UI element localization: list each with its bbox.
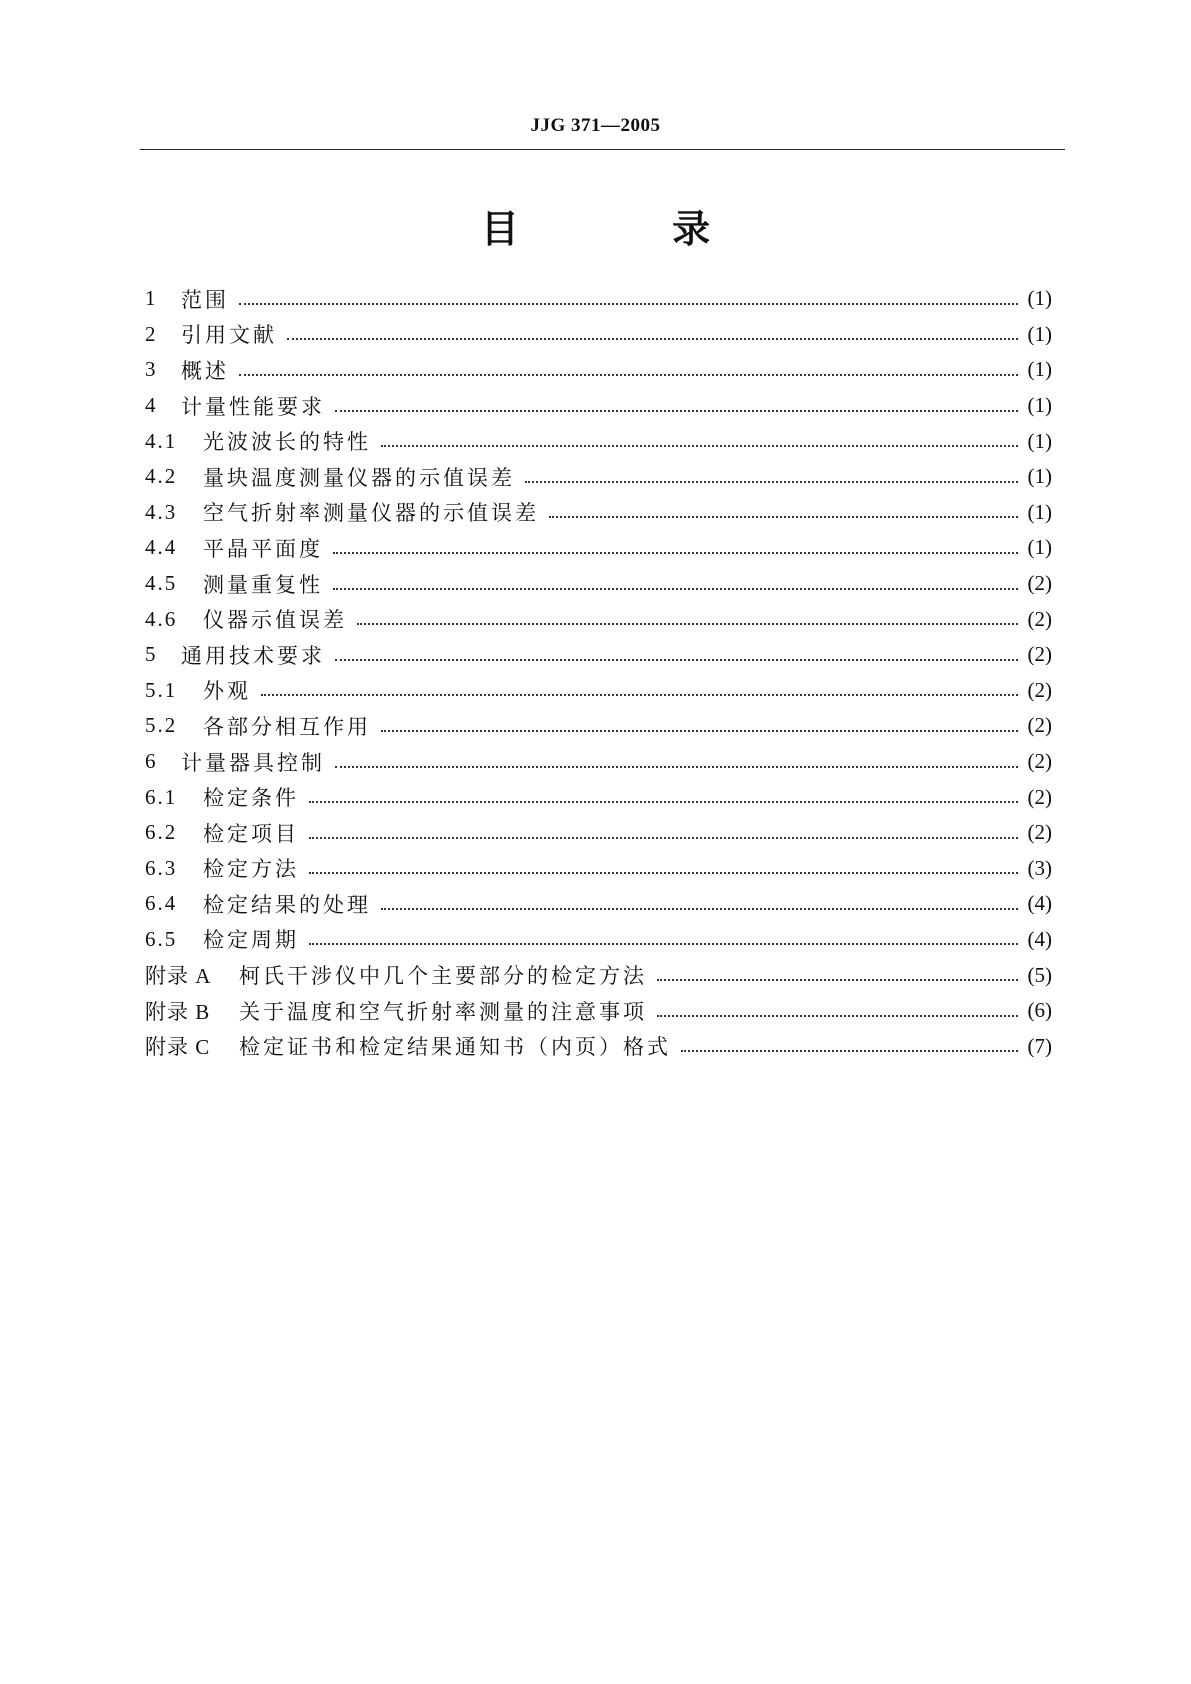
dot-leader: [333, 588, 1018, 590]
toc-entry[interactable]: [145, 957, 1052, 993]
toc-entry-page: (2): [1027, 677, 1052, 702]
toc-entry[interactable]: [145, 530, 1052, 566]
toc-entry[interactable]: [145, 637, 1052, 673]
toc-entry[interactable]: [145, 566, 1052, 602]
dot-leader: [549, 516, 1018, 518]
toc-entry-number: 4.1: [145, 428, 178, 453]
table-of-contents: [145, 281, 1052, 1064]
toc-entry-title: 量块温度测量仪器的示值误差: [203, 465, 515, 490]
toc-entry-number: 6.2: [145, 820, 178, 845]
toc-entry-title: 各部分相互作用: [203, 714, 371, 739]
toc-entry-page: (1): [1027, 286, 1052, 311]
toc-entry-page: (1): [1027, 321, 1052, 346]
toc-entry-number: 6.1: [145, 784, 178, 809]
dot-leader: [309, 943, 1018, 945]
toc-entry-page: (1): [1027, 464, 1052, 489]
dot-leader: [681, 1050, 1018, 1052]
page-title: 目 录: [480, 207, 781, 251]
toc-entry[interactable]: [145, 886, 1052, 922]
toc-entry-number: 4: [145, 393, 158, 418]
toc-entry-number: 4.6: [145, 606, 178, 631]
toc-entry[interactable]: [145, 601, 1052, 637]
toc-entry-number: 6.4: [145, 891, 178, 916]
dot-leader: [287, 338, 1018, 340]
toc-entry-title: 外观: [203, 679, 251, 704]
toc-entry-number: 4.5: [145, 571, 178, 596]
dot-leader: [239, 374, 1018, 376]
toc-entry-page: (2): [1027, 749, 1052, 774]
toc-entry-title: 光波波长的特性: [203, 430, 371, 455]
toc-entry-page: (7): [1027, 1033, 1052, 1058]
toc-entry[interactable]: [145, 388, 1052, 424]
toc-entry-title: 检定证书和检定结果通知书（内页）格式: [239, 1035, 671, 1060]
toc-entry-title: 检定方法: [203, 857, 299, 882]
toc-entry[interactable]: [145, 708, 1052, 744]
toc-entry-title: 检定周期: [203, 928, 299, 953]
toc-entry[interactable]: [145, 779, 1052, 815]
toc-entry-title: 引用文献: [181, 323, 277, 348]
toc-entry-page: (5): [1027, 962, 1052, 987]
toc-entry-title: 通用技术要求: [181, 643, 325, 668]
toc-entry-title: 仪器示值误差: [203, 608, 347, 633]
toc-entry-title: 空气折射率测量仪器的示值误差: [203, 501, 539, 526]
dot-leader: [335, 410, 1018, 412]
toc-entry-page: (1): [1027, 499, 1052, 524]
header-divider: [140, 149, 1065, 150]
toc-entry-number: 3: [145, 357, 158, 382]
dot-leader: [657, 979, 1018, 981]
toc-entry[interactable]: [145, 459, 1052, 495]
toc-entry[interactable]: [145, 423, 1052, 459]
dot-leader: [333, 552, 1018, 554]
toc-entry-title: 概述: [181, 358, 229, 383]
toc-entry-title: 检定项目: [203, 821, 299, 846]
toc-entry-title: 关于温度和空气折射率测量的注意事项: [239, 999, 647, 1024]
toc-entry-page: (2): [1027, 642, 1052, 667]
toc-entry-number: 附录 C: [145, 1035, 211, 1060]
toc-entry[interactable]: [145, 815, 1052, 851]
document-code-header: JJG 371—2005: [530, 115, 661, 136]
toc-entry-number: 6: [145, 749, 158, 774]
toc-entry[interactable]: [145, 744, 1052, 780]
dot-leader: [381, 445, 1018, 447]
toc-entry-page: (2): [1027, 571, 1052, 596]
toc-entry[interactable]: [145, 1028, 1052, 1064]
toc-entry-page: (3): [1027, 855, 1052, 880]
toc-entry-title: 测量重复性: [203, 572, 323, 597]
toc-entry-number: 5.2: [145, 713, 178, 738]
toc-entry[interactable]: [145, 352, 1052, 388]
dot-leader: [309, 801, 1018, 803]
toc-entry[interactable]: [145, 281, 1052, 317]
toc-entry-title: 检定结果的处理: [203, 892, 371, 917]
toc-entry[interactable]: [145, 851, 1052, 887]
toc-entry-number: 5.1: [145, 677, 178, 702]
toc-entry-page: (6): [1027, 998, 1052, 1023]
toc-entry-title: 计量器具控制: [181, 750, 325, 775]
dot-leader: [335, 766, 1018, 768]
toc-entry-page: (2): [1027, 713, 1052, 738]
toc-entry-number: 4.3: [145, 499, 178, 524]
toc-entry[interactable]: [145, 922, 1052, 958]
dot-leader: [309, 872, 1018, 874]
toc-entry-number: 6.5: [145, 926, 178, 951]
dot-leader: [525, 481, 1018, 483]
toc-entry-page: (1): [1027, 393, 1052, 418]
toc-entry-number: 附录 B: [145, 999, 211, 1024]
toc-entry-title: 平晶平面度: [203, 536, 323, 561]
toc-entry-number: 1: [145, 286, 158, 311]
dot-leader: [657, 1015, 1018, 1017]
toc-entry[interactable]: [145, 993, 1052, 1029]
toc-entry-number: 5: [145, 642, 158, 667]
toc-entry-page: (1): [1027, 428, 1052, 453]
toc-entry-page: (4): [1027, 891, 1052, 916]
toc-entry-title: 范围: [181, 287, 229, 312]
toc-entry-title: 柯氏干涉仪中几个主要部分的检定方法: [239, 964, 647, 989]
dot-leader: [309, 837, 1018, 839]
dot-leader: [381, 730, 1018, 732]
toc-entry-number: 4.4: [145, 535, 178, 560]
dot-leader: [357, 623, 1018, 625]
toc-entry-page: (2): [1027, 784, 1052, 809]
toc-entry-number: 6.3: [145, 855, 178, 880]
toc-entry-number: 2: [145, 321, 158, 346]
toc-entry-number: 4.2: [145, 464, 178, 489]
toc-entry-page: (4): [1027, 926, 1052, 951]
toc-entry[interactable]: [145, 317, 1052, 353]
toc-entry[interactable]: [145, 495, 1052, 531]
toc-entry-page: (1): [1027, 535, 1052, 560]
dot-leader: [239, 303, 1018, 305]
toc-entry-title: 计量性能要求: [181, 394, 325, 419]
dot-leader: [261, 694, 1018, 696]
toc-entry-number: 附录 A: [145, 964, 212, 989]
toc-entry-page: (1): [1027, 357, 1052, 382]
toc-entry-page: (2): [1027, 820, 1052, 845]
toc-entry-title: 检定条件: [203, 786, 299, 811]
toc-entry-page: (2): [1027, 606, 1052, 631]
toc-entry[interactable]: [145, 673, 1052, 709]
dot-leader: [381, 908, 1018, 910]
dot-leader: [335, 659, 1018, 661]
